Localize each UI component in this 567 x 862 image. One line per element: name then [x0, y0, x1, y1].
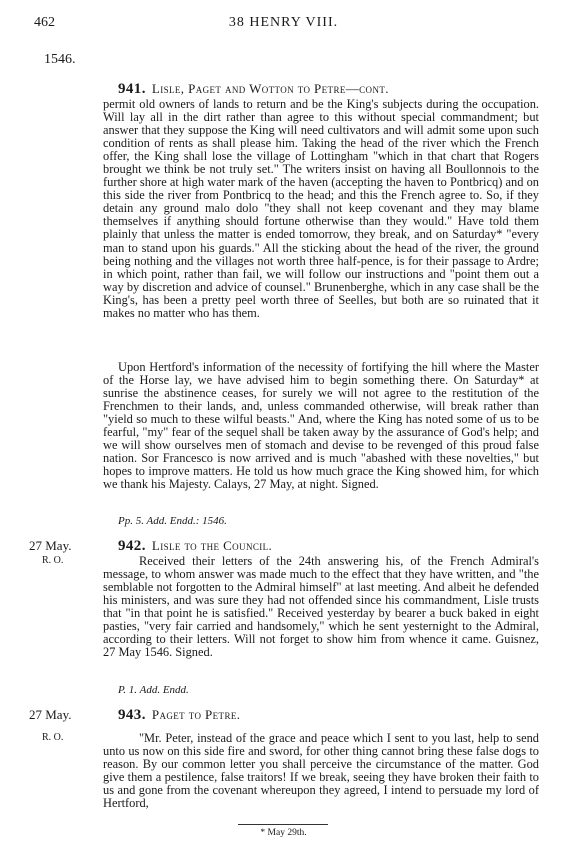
entry-941-heading	[118, 81, 389, 98]
entry-title: Lisle to the Council.	[151, 538, 273, 553]
entry-title: Lisle, Paget and Wotton to Petre—cont.	[151, 81, 389, 96]
entry-number: 941.	[118, 81, 146, 97]
entry-title: Paget to Petre.	[151, 707, 241, 722]
entry-942-paragraph: Received their letters of the 24th answering his, of the French Admiral's message, to whom answer was made much to the effect that they have written, and "the semblable not forgotten to the Admiral himself" at last meeting. And albeit he defended his ministers, and was sure they had not offended since his commandment, Lisle trusts that "in that point he is satisfied." Received yesterday by bearer a buck baked in eight pasties, "very fair carried and handsomely," which he sent yesternight to the Admiral, according to their letters. Will not forget to show him from whence it came. Guisnez, 27 May 1546. Signed.	[103, 554, 539, 660]
running-header-reign: 38 HENRY VIII.	[228, 15, 339, 30]
entry-number: 942.	[118, 538, 146, 554]
entry-942-endorsement: P. 1. Add. Endd.	[118, 684, 189, 696]
entry-941-paragraph-1: permit old owners of lands to return and be the King's subjects during the occupation. Will lay all in the dirt rather than agree to this without special commandment; but answer that they suppose the King will need cultivators and will admit some upon such condition of rents as shall please him. Taking the head of the river which the French offer, the King shall lose the village of Lottingham "which in that chart that Rogers brought we think be not truly set." The writers insist on having all Boullonnois to the further shore at high water mark of the haven (accepting the haven to Pontbricq) and on this side the river from Pontbricq to the head; and this the French agree to. So, if they detain any ground malo dolo "they shall not keep covenant and they may blame themselves if anything should fortune otherwise than they would." Have told them plainly that unless the matter is ended tomorrow, they break, and on Saturday* "every man to stand upon his guards." All the sticking about the head of the river, the ground being nothing and the villages not worth three half-pence, is for their passage to Ardre; in which point, rather than fail, we will follow our instructions and "point them out a way by discretion and advice of counsel." Brunenberghe, which in any case shall be the King's, has been a pretty peel worth three of Seelles, but both are so ruinated that it makes no matter who has them.	[103, 97, 539, 320]
entry-943-heading	[118, 707, 240, 724]
entry-942-source: R. O.	[42, 555, 64, 566]
footnote-divider	[238, 824, 328, 825]
entry-number: 943.	[118, 707, 146, 723]
entry-942-date: 27 May.	[29, 538, 72, 553]
entry-943-paragraph: "Mr. Peter, instead of the grace and peace which I sent to you last, help to send unto us now on this side fire and sword, for other thing cannot bring these false dogs to reason. By our common letter you shall perceive the circumstance of the matter. God give them a pestilence, false traitors! If we break, seeing they have broken their faith to us and gone from the covenant whereupon they agreed, I intend to persuade my lord of Hertford,	[103, 731, 539, 811]
entry-943-date: 27 May.	[29, 707, 72, 722]
entry-943-source: R. O.	[42, 732, 64, 743]
page-number: 462	[34, 15, 55, 30]
entry-941-endorsement: Pp. 5. Add. Endd.: 1546.	[118, 515, 227, 527]
year-margin-label: 1546.	[44, 52, 76, 67]
entry-942-heading	[118, 538, 272, 555]
footnote: * May 29th.	[260, 828, 307, 838]
entry-941-paragraph-2: Upon Hertford's information of the necessity of fortifying the hill where the Master of the Horse lay, we have advised him to begin something there. On Saturday* at sunrise the abstinence ceases, for surely we will not agree to the restitution of the Frenchmen to their lands, and, unless commanded otherwise, will break rather than "yield so much to these wilful beasts." And, where the King has noted some of us to be fearful, "my" fear of the sequel shall be taken away by the assurance of God's help; and we will show ourselves men of stomach and devise to be revenged of this proud false nation. Sor Francesco is now arrived and is much "abashed with these novelties," but hopes to improve matters. He told us how much grace the King showed him, for which we thank his Majesty. Calays, 27 May, at night. Signed.	[103, 360, 539, 492]
